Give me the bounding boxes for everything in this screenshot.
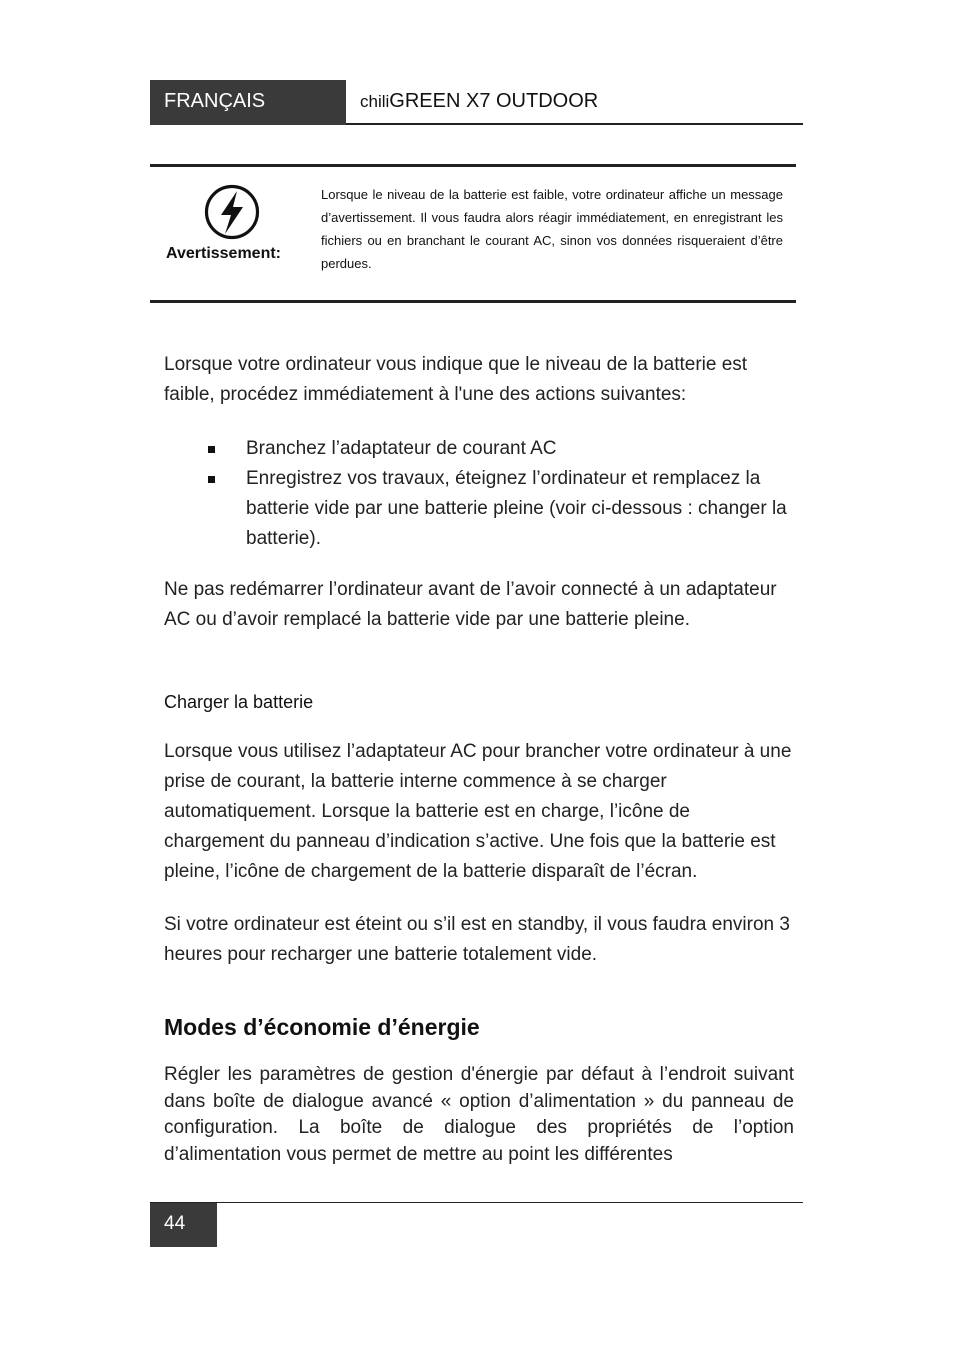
header-divider xyxy=(346,123,803,125)
warning-label: Avertissement: xyxy=(166,245,282,262)
charging-heading: Charger la batterie xyxy=(164,692,314,712)
intro-paragraph: Lorsque votre ordinateur vous indique que le niveau de la batterie est faible, procédez immédiatement à l'une des actions suivantes: xyxy=(164,354,748,405)
page-number-tab xyxy=(150,1203,217,1247)
bullet-icon xyxy=(208,476,215,483)
list-item xyxy=(164,434,794,464)
product-prefix: chili xyxy=(360,92,390,111)
section-title: Modes d’économie d’énergie xyxy=(164,1014,480,1040)
page-number: 44 xyxy=(164,1213,186,1234)
warning-bottom-rule xyxy=(150,300,796,303)
charging-paragraph-1: Lorsque vous utilisez l’adaptateur AC pour brancher votre ordinateur à une prise de courant, la batterie interne commence à se charger automatiquement. Lorsque la batterie est en charge, l’icône de chargement du panneau d’indication s’active. Une fois que la batterie est pleine, l’icône de chargement de la batterie disparaît de l’écran. xyxy=(164,741,792,882)
section-paragraph: Régler les paramètres de gestion d'énergie par défaut à l’endroit suivant dans boîte de dialogue avancé « option d’alimentation » du panneau de configuration. La boîte de dialogue des propriétés de l’option d’alimentation vous permet de mettre au point les différentes xyxy=(164,1064,794,1165)
lightning-bolt-icon xyxy=(204,184,260,240)
warning-text: Lorsque le niveau de la batterie est faible, votre ordinateur affiche un message d’avertissement. Il vous faudra alors réagir immédiatement, en enregistrant les fichiers ou en branchant le courant AC, sinon vos données risqueraient d’être perdues. xyxy=(321,187,783,271)
bullet-icon xyxy=(208,446,215,453)
product-title xyxy=(360,90,598,113)
list-item xyxy=(164,464,794,554)
footer-divider xyxy=(150,1202,803,1203)
list-item-text: Enregistrez vos travaux, éteignez l’ordinateur et remplacez la batterie vide par une batterie pleine (voir ci-dessous : changer la batterie). xyxy=(246,468,787,549)
note-paragraph: Ne pas redémarrer l’ordinateur avant de l’avoir connecté à un adaptateur AC ou d’avoir remplacé la batterie vide par une batterie pleine. xyxy=(164,579,777,630)
charging-paragraph-2: Si votre ordinateur est éteint ou s’il est en standby, il vous faudra environ 3 heures pour recharger une batterie totalement vide. xyxy=(164,914,790,965)
product-name: GREEN X7 OUTDOOR xyxy=(389,90,599,112)
language-label: FRANÇAIS xyxy=(164,90,266,112)
warning-top-rule xyxy=(150,164,796,167)
action-list xyxy=(164,434,794,554)
list-item-text: Branchez l’adaptateur de courant AC xyxy=(246,438,557,459)
language-tab xyxy=(150,80,346,125)
